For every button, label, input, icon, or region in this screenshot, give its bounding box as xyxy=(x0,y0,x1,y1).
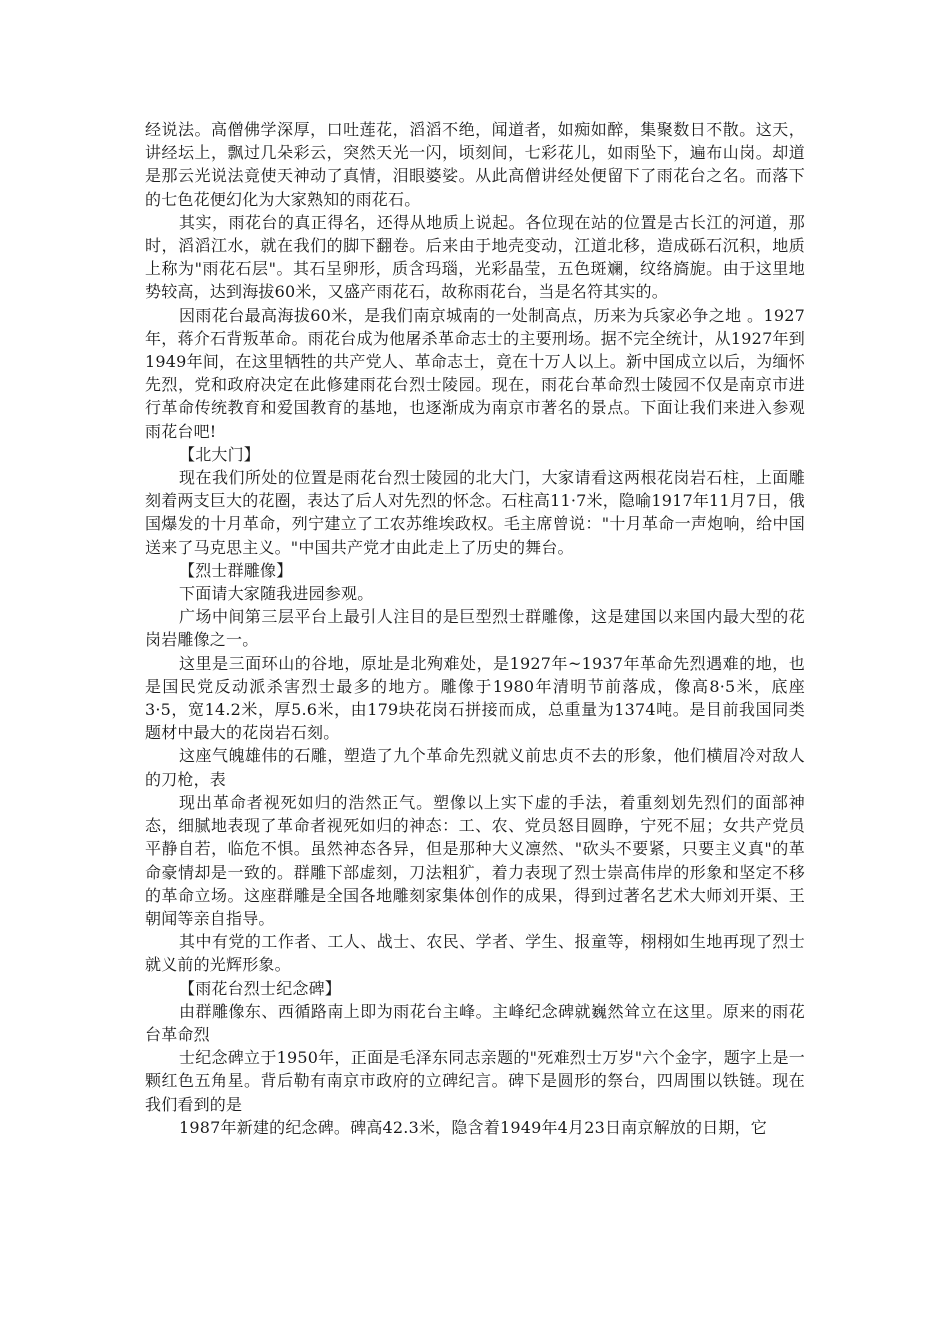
paragraph-2: 其实，雨花台的真正得名，还得从地质上说起。各位现在站的位置是古长江的河道，那时，滔滔江水，就在我们的脚下翻卷。后来由于地壳变动，江道北移，造成砾石沉积，地质上称为"雨花石层"。其石呈卵形，质含玛瑙，光彩晶莹，五色斑斓，纹络旖旎。由于这里地势较高，达到海拔60米，又盛产雨花石，故称雨花台，当是名符其实的。 xyxy=(145,212,805,302)
paragraph-10: 其中有党的工作者、工人、战士、农民、学者、学生、报童等，栩栩如生地再现了烈士就义前的光辉形象。 xyxy=(145,932,805,975)
paragraph-4: 现在我们所处的位置是雨花台烈士陵园的北大门，大家请看这两根花岗岩石柱，上面雕刻着两支巨大的花圈，表达了后人对先烈的怀念。石柱高11·7米，隐喻1917年11月7日，俄国爆发的十月革命，列宁建立了工农苏维埃政权。毛主席曾说："十月革命一声炮响，给中国送来了马克思主义。"中国共产党才由此走上了历史的舞台。 xyxy=(145,468,805,557)
paragraph-1: 经说法。高僧佛学深厚，口吐莲花，滔滔不绝，闻道者，如痴如醉，集聚数日不散。这天，讲经坛上，飘过几朵彩云，突然天光一闪，顷刻间，七彩花儿，如雨坠下，遍布山岗。却道是那云光说法竟使天神动了真情，泪眼婆娑。从此高僧讲经处便留下了雨花台之名。而落下的七色花便幻化为大家熟知的雨花石。 xyxy=(145,120,805,209)
section-heading-north-gate: 【北大门】 xyxy=(179,444,261,464)
document-page xyxy=(145,118,805,1139)
paragraph-12: 士纪念碑立于1950年，正面是毛泽东同志亲题的"死难烈士万岁"六个金字，题字上是一颗红色五角星。背后勒有南京市政府的立碑纪言。碑下是圆形的祭台，四周围以铁链。现在我们看到的是 xyxy=(145,1048,805,1114)
section-heading-martyrs-statue: 【烈士群雕像】 xyxy=(179,560,293,580)
paragraph-5: 下面请大家随我进园参观。 xyxy=(179,584,374,604)
paragraph-6: 广场中间第三层平台上最引人注目的是巨型烈士群雕像，这是建国以来国内最大型的花岗岩雕像之一。 xyxy=(145,607,805,650)
paragraph-3: 因雨花台最高海拔60米，是我们南京城南的一处制高点，历来为兵家必争之地 。1927年，蒋介石背叛革命。雨花台成为他屠杀革命志士的主要刑场。据不完全统计，从1927年到1949年间，在这里牺牲的共产党人、革命志士，竟在十万人以上。新中国成立以后，为缅怀先烈，党和政府决定在此修建雨花台烈士陵园。现在，雨花台革命烈士陵园不仅是南京市进行革命传统教育和爱国教育的基地，也逐渐成为南京市著名的景点。下面让我们来进入参观雨花台吧! xyxy=(145,305,805,441)
paragraph-9: 现出革命者视死如归的浩然正气。塑像以上实下虚的手法，着重刻划先烈们的面部神态，细腻地表现了革命者视死如归的神态：工、农、党员怒目圆睁，宁死不屈；女共产党员平静自若，临危不惧。虽然神态各异，但是那种大义凛然、"砍头不要紧，只要主义真"的革命豪情却是一致的。群雕下部虚刻，刀法粗犷，着力表现了烈士崇高伟岸的形象和坚定不移的革命立场。这座群雕是全国各地雕刻家集体创作的成果，得到过著名艺术大师刘开渠、王朝闻等亲自指导。 xyxy=(145,792,805,928)
section-heading-monument: 【雨花台烈士纪念碑】 xyxy=(179,978,342,998)
paragraph-7: 这里是三面环山的谷地，原址是北殉难处，是1927年~1937年革命先烈遇难的地，也是国民党反动派杀害烈士最多的地方。雕像于1980年清明节前落成，像高8·5米，底座3·5，宽14.2米，厚5.6米，由179块花岗石拼接而成，总重量为1374吨。是目前我国同类题材中最大的花岗岩石刻。 xyxy=(145,653,805,743)
paragraph-13: 1987年新建的纪念碑。碑高42.3米，隐含着1949年4月23日南京解放的日期，它 xyxy=(179,1117,768,1137)
paragraph-8: 这座气魄雄伟的石雕，塑造了九个革命先烈就义前忠贞不去的形象，他们横眉冷对敌人的刀枪，表 xyxy=(145,746,805,789)
paragraph-11: 由群雕像东、西循路南上即为雨花台主峰。主峰纪念碑就巍然耸立在这里。原来的雨花台革命烈 xyxy=(145,1001,805,1044)
